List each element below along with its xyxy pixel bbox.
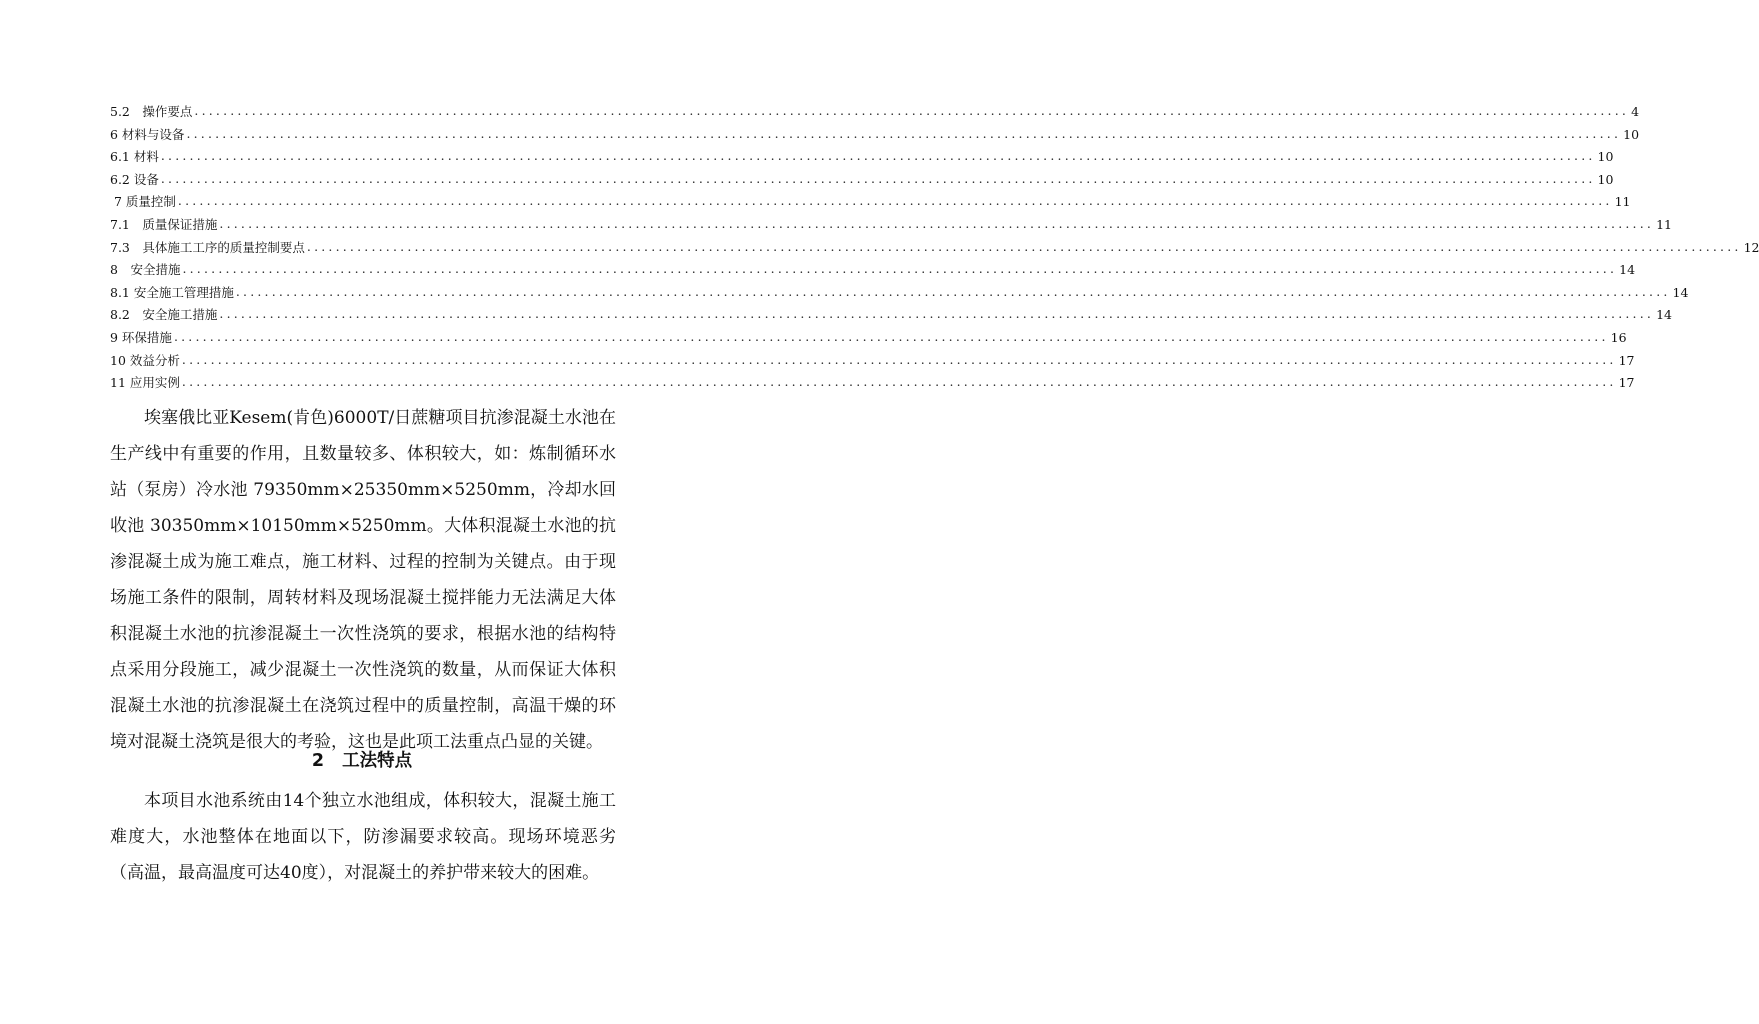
toc-leader-dots: ........................................................................................................................................................................................................: [219, 306, 1655, 322]
toc-entry-page: 16: [1610, 329, 1627, 345]
toc-entry-page: 14: [1672, 284, 1689, 300]
toc-leader-dots: ........................................................................................................................................................................................................: [219, 215, 1655, 231]
toc-entry-label: 10 效益分析: [110, 352, 180, 368]
toc-leader-dots: ........................................................................................................................................................................................................: [181, 351, 1617, 367]
section-paragraph: 本项目水池系统由14个独立水池组成，体积较大，混凝土施工难度大，水池整体在地面以下，防渗漏要求较高。现场环境恶劣（高温，最高温度可达40度），对混凝土的养护带来较大的困难。: [110, 791, 616, 883]
toc-entry-label: 6.1 材料: [110, 149, 159, 165]
toc-entry-label: 8.2 安全施工措施: [110, 307, 218, 323]
toc-entry-page: 4: [1631, 104, 1640, 119]
toc-entry-label: 9 环保措施: [110, 329, 172, 345]
toc-entry-page: 11: [1614, 194, 1631, 210]
toc-entry-label: 11 应用实例: [110, 375, 180, 391]
toc-leader-dots: ........................................................................................................................................................................................................: [306, 238, 1742, 254]
toc-entry[interactable]: [110, 146, 1614, 169]
table-of-contents: [110, 101, 1759, 395]
toc-entry-label: 6 材料与设备: [110, 126, 185, 142]
toc-leader-dots: ........................................................................................................................................................................................................: [186, 125, 1622, 141]
toc-entry[interactable]: [110, 101, 1640, 124]
toc-entry[interactable]: [110, 372, 1635, 395]
toc-entry[interactable]: [110, 124, 1640, 147]
toc-leader-dots: ........................................................................................................................................................................................................: [181, 374, 1617, 390]
toc-entry[interactable]: [110, 327, 1627, 350]
toc-entry-page: 12: [1743, 239, 1759, 255]
toc-leader-dots: ........................................................................................................................................................................................................: [182, 261, 1618, 277]
toc-entry-label: 7 质量控制: [110, 194, 176, 210]
toc-entry-page: 10: [1623, 126, 1640, 142]
toc-entry-page: 10: [1597, 149, 1614, 165]
toc-entry[interactable]: [110, 191, 1631, 214]
toc-entry-label: 6.2 设备: [110, 171, 159, 187]
toc-entry[interactable]: [110, 169, 1614, 192]
toc-leader-dots: ........................................................................................................................................................................................................: [173, 328, 1609, 344]
toc-entry-label: 8.1 安全施工管理措施: [110, 284, 234, 300]
toc-entry-label: 7.3 具体施工工序的质量控制要点: [110, 239, 305, 255]
toc-leader-dots: ........................................................................................................................................................................................................: [177, 193, 1613, 209]
toc-entry[interactable]: [110, 214, 1672, 237]
section-number: 2: [311, 751, 325, 771]
toc-entry-page: 17: [1618, 352, 1635, 368]
toc-leader-dots: ........................................................................................................................................................................................................: [194, 103, 1630, 118]
intro-paragraph: 埃塞俄比亚Kesem(肯色)6000T/日蔗糖项目抗渗混凝土水池在生产线中有重要的作用，且数量较多、体积较大，如：炼制循环水站（泵房）冷水池 79350mm×25350mm×5250mm，冷却水回收池 30350mm×10150mm×5250mm。大体积混凝土水池的抗渗混凝土成为施工难点，施工材料、过程的控制为关键点。由于现场施工条件的限制，周转材料及现场混凝土搅拌能力无法满足大体积混凝土水池的抗渗混凝土一次性浇筑的要求，根据水池的结构特点采用分段施工，减少混凝土一次性浇筑的数量，从而保证大体积混凝土水池的抗渗混凝土在浇筑过程中的质量控制，高温干燥的环境对混凝土浇筑是很大的考验，这也是此项工法重点凸显的关键。: [110, 408, 616, 752]
toc-entry-label: 7.1 质量保证措施: [110, 216, 218, 232]
toc-entry[interactable]: [110, 350, 1635, 373]
section-heading: [0, 746, 724, 776]
toc-entry-label: 8 安全措施: [110, 262, 181, 278]
toc-entry[interactable]: [110, 237, 1759, 260]
toc-entry-page: 11: [1656, 216, 1672, 232]
toc-entry-page: 14: [1619, 262, 1636, 278]
toc-entry[interactable]: [110, 259, 1636, 282]
toc-entry[interactable]: [110, 304, 1672, 327]
toc-entry-page: 14: [1656, 307, 1672, 323]
toc-entry-page: 10: [1597, 171, 1614, 187]
toc-leader-dots: ........................................................................................................................................................................................................: [160, 170, 1596, 186]
toc-leader-dots: ........................................................................................................................................................................................................: [235, 283, 1671, 299]
section-title: 工法特点: [342, 751, 413, 771]
toc-entry[interactable]: [110, 282, 1689, 305]
toc-leader-dots: ........................................................................................................................................................................................................: [160, 148, 1596, 164]
toc-entry-label: 5.2 操作要点: [110, 104, 193, 119]
toc-entry-page: 17: [1618, 375, 1635, 391]
